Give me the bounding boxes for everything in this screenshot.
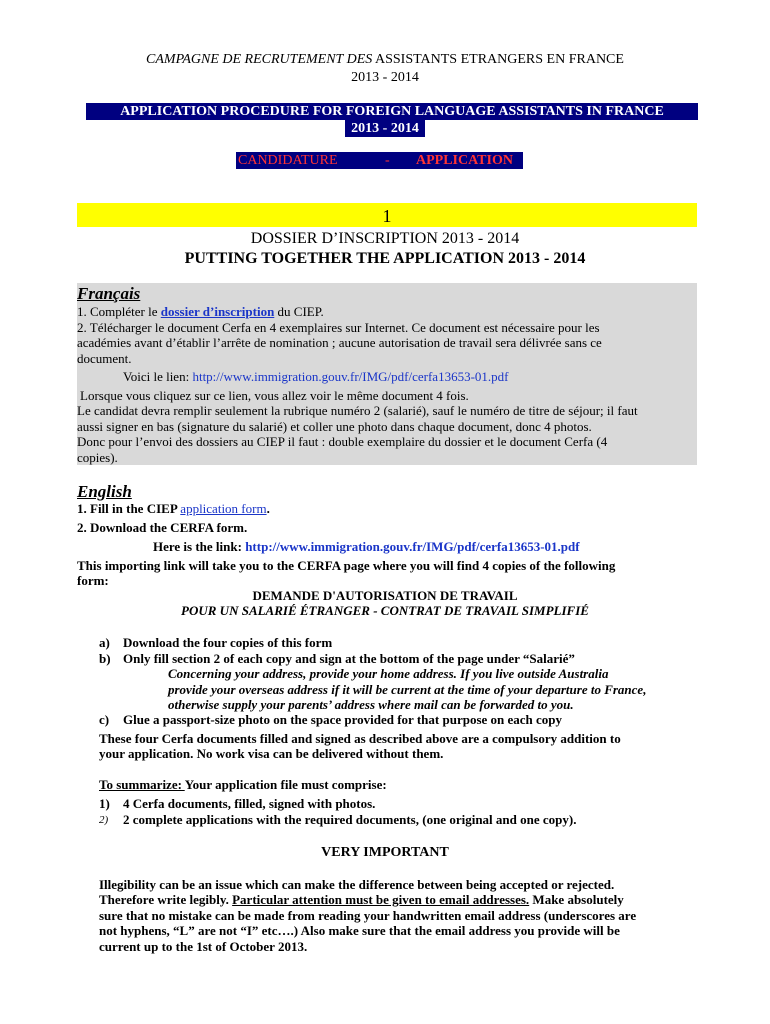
francais-voici bbox=[123, 369, 508, 385]
illegibility-line-4: not hyphens, “L” are not “I” etc….) Also make sure that the email address you provide will be bbox=[99, 923, 620, 938]
summarize-text: Your application file must comprise: bbox=[184, 777, 387, 792]
dossier-title: DOSSIER D’INSCRIPTION 2013 - 2014 bbox=[250, 230, 520, 247]
concern-line-2: provide your overseas address if it will be current at the time of your departure to France, bbox=[168, 682, 647, 697]
illegibility-line-3: sure that no mistake can be made from reading your handwritten email address (underscores are bbox=[99, 908, 637, 923]
application-form-link[interactable]: application form bbox=[180, 501, 267, 516]
francais-item-1-pre: 1. Compléter le bbox=[77, 304, 161, 319]
step-a: Download the four copies of this form bbox=[123, 635, 333, 650]
summary-item-1: 4 Cerfa documents, filled, signed with photos. bbox=[123, 796, 376, 811]
francais-item-2-line-2: académies avant d’établir l’arrête de nomination ; aucune autorisation de travail sera délivrée sans ce bbox=[77, 335, 602, 350]
francais-heading: Français bbox=[77, 284, 141, 303]
campaign-title-rest: ASSISTANTS ETRANGERS EN FRANCE bbox=[372, 52, 624, 67]
english-heading: English bbox=[77, 482, 132, 501]
step-c-marker: c) bbox=[99, 712, 110, 727]
francais-candidat-line-2: aussi signer en bas (signature du salarié) et coller une photo dans chaque document, donc 4 photos. bbox=[77, 419, 592, 434]
english-importing-line-1: This importing link will take you to the CERFA page where you will find 4 copies of the following bbox=[77, 558, 616, 573]
application-procedure-years: 2013 - 2014 bbox=[345, 120, 425, 137]
step-a-marker: a) bbox=[99, 635, 110, 650]
application-procedure-title: APPLICATION PROCEDURE FOR FOREIGN LANGUAGE ASSISTANTS IN FRANCE bbox=[86, 103, 698, 120]
summary-item-2: 2 complete applications with the required documents, (one original and one copy). bbox=[123, 812, 577, 827]
step-c: Glue a passport-size photo on the space provided for that purpose on each copy bbox=[123, 712, 563, 727]
illegibility-line-2-post: Make absolutely bbox=[529, 892, 624, 907]
dossier-inscription-link[interactable]: dossier d’inscription bbox=[160, 304, 275, 319]
english-here-pre: Here is the link: bbox=[153, 539, 246, 554]
putting-together-title: PUTTING TOGETHER THE APPLICATION 2013 - 2014 bbox=[184, 250, 586, 267]
demande-title-line-2: POUR UN SALARIÉ ÉTRANGER - CONTRAT DE TRAVAIL SIMPLIFIÉ bbox=[181, 603, 589, 618]
summarize-line bbox=[99, 777, 387, 793]
candidature-dash: - bbox=[385, 153, 390, 168]
campaign-title-italic: CAMPAGNE DE RECRUTEMENT DES bbox=[146, 52, 373, 67]
english-item-2: 2. Download the CERFA form. bbox=[77, 520, 248, 535]
english-importing-line-2: form: bbox=[77, 573, 109, 588]
candidature-banner bbox=[236, 152, 523, 169]
illegibility-line-2 bbox=[99, 892, 624, 908]
english-item-1-pre: 1. Fill in the CIEP bbox=[77, 501, 181, 516]
francais-donc-line-2: copies). bbox=[77, 450, 118, 465]
candidature-label: CANDIDATURE bbox=[238, 153, 338, 168]
summary-item-1-marker: 1) bbox=[99, 796, 110, 811]
francais-candidat-line-1: Le candidat devra remplir seulement la rubrique numéro 2 (salarié), sauf le numéro de titre de séjour; il faut bbox=[77, 403, 638, 418]
illegibility-line-2-underline: Particular attention must be given to email addresses. bbox=[232, 892, 530, 907]
campaign-title bbox=[0, 52, 770, 68]
campaign-years: 2013 - 2014 bbox=[351, 70, 419, 85]
francais-item-2-line-1: 2. Télécharger le document Cerfa en 4 exemplaires sur Internet. Ce document est nécessaire pour les bbox=[77, 320, 600, 335]
english-item-1-post: . bbox=[266, 501, 270, 516]
francais-cerfa-link[interactable]: http://www.immigration.gouv.fr/IMG/pdf/cerfa13653-01.pdf bbox=[192, 369, 509, 384]
francais-lorsque: Lorsque vous cliquez sur ce lien, vous allez voir le même document 4 fois. bbox=[80, 388, 469, 403]
cerfa-note-line-1: These four Cerfa documents filled and signed as described above are a compulsory addition to bbox=[99, 731, 621, 746]
step-b: Only fill section 2 of each copy and sign at the bottom of the page under “Salarié” bbox=[123, 651, 575, 666]
english-cerfa-link[interactable]: http://www.immigration.gouv.fr/IMG/pdf/cerfa13653-01.pdf bbox=[245, 539, 580, 554]
english-here bbox=[153, 539, 580, 555]
francais-donc-line-1: Donc pour l’envoi des dossiers au CIEP il faut : double exemplaire du dossier et le document Cerfa (4 bbox=[77, 434, 608, 449]
illegibility-line-1: Illegibility can be an issue which can make the difference between being accepted or rejected. bbox=[99, 877, 615, 892]
summarize-label: To summarize: bbox=[99, 777, 185, 792]
francais-item-2-line-3: document. bbox=[77, 351, 132, 366]
english-item-1 bbox=[77, 501, 270, 517]
francais-item-1-post: du CIEP. bbox=[274, 304, 324, 319]
section-number-bar: 1 bbox=[77, 203, 697, 227]
step-b-marker: b) bbox=[99, 651, 111, 666]
cerfa-note-line-2: your application. No work visa can be delivered without them. bbox=[99, 746, 444, 761]
concern-line-1: Concerning your address, provide your home address. If you live outside Australia bbox=[168, 666, 609, 681]
illegibility-line-2-pre: Therefore write legibly. bbox=[99, 892, 233, 907]
concern-line-3: otherwise supply your parents’ address where mail can be forwarded to you. bbox=[168, 697, 574, 712]
francais-item-1 bbox=[77, 304, 324, 320]
very-important-heading: VERY IMPORTANT bbox=[321, 845, 449, 860]
application-label: APPLICATION bbox=[416, 153, 513, 168]
illegibility-line-5: current up to the 1st of October 2013. bbox=[99, 939, 308, 954]
demande-title-line-1: DEMANDE D'AUTORISATION DE TRAVAIL bbox=[252, 588, 518, 603]
summary-item-2-marker: 2) bbox=[99, 814, 109, 826]
francais-voici-pre: Voici le lien: bbox=[123, 369, 193, 384]
